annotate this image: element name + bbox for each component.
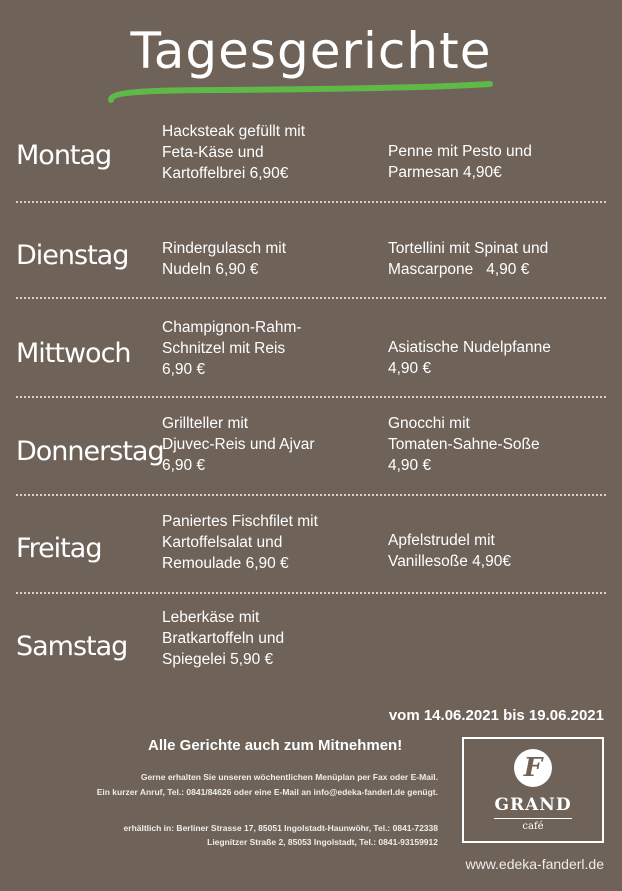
- info-line: Ein kurzer Anruf, Tel.: 0841/84626 oder eine E-Mail an info@edeka-fanderl.de genügt.: [96, 787, 438, 797]
- dish-line: 6,90 €: [162, 361, 206, 378]
- dish-line: Nudeln 6,90 €: [162, 261, 259, 278]
- dish-line: Gnocchi mit: [388, 415, 470, 432]
- day-label: Dienstag: [16, 240, 129, 271]
- day-label: Donnerstag: [16, 436, 164, 467]
- dish-alt: [388, 141, 608, 183]
- dish-line: Feta-Käse und: [162, 144, 264, 161]
- dish-line: Djuvec-Reis und Ajvar: [162, 436, 315, 453]
- logo-name: GRAND: [494, 795, 572, 815]
- website-link[interactable]: www.edeka-fanderl.de: [465, 856, 604, 872]
- dish-line: Kartoffelbrei 6,90€: [162, 165, 289, 182]
- grand-cafe-logo: [462, 737, 604, 843]
- dish-line: Kartoffelsalat und: [162, 534, 283, 551]
- dish-line: Champignon-Rahm-: [162, 319, 302, 336]
- dish-alt: [388, 413, 608, 476]
- dish-alt: [388, 238, 608, 280]
- address-line: erhältlich in: Berliner Strasse 17, 85051 Ingolstadt-Haunwöhr, Tel.: 0841-72338: [123, 823, 438, 833]
- title-underline-swoosh: [105, 70, 505, 110]
- page-title: Tagesgerichte: [130, 22, 492, 80]
- dish-alt: [388, 337, 608, 379]
- dish-line: Asiatische Nudelpfanne: [388, 339, 551, 356]
- dish-line: Mascarpone 4,90 €: [388, 261, 530, 278]
- dish-line: 6,90 €: [162, 457, 206, 474]
- day-label: Mittwoch: [16, 338, 131, 369]
- dish-line: Vanillesoße 4,90€: [388, 553, 511, 570]
- dish-alt: [388, 530, 608, 572]
- dish-line: 4,90 €: [388, 360, 432, 377]
- dish-main: [162, 121, 372, 184]
- day-label: Samstag: [16, 631, 128, 662]
- dish-main: [162, 413, 372, 476]
- dish-line: Paniertes Fischfilet mit: [162, 513, 318, 530]
- address-line: Liegnitzer Straße 2, 85053 Ingolstadt, Tel.: 0841-93159912: [207, 837, 438, 847]
- dotted-divider: [16, 494, 606, 496]
- dish-line: Hacksteak gefüllt mit: [162, 123, 305, 140]
- dish-line: Apfelstrudel mit: [388, 532, 495, 549]
- dish-main: [162, 511, 372, 574]
- dish-line: Bratkartoffeln und: [162, 630, 285, 647]
- dotted-divider: [16, 396, 606, 398]
- dish-line: Tortellini mit Spinat und: [388, 240, 549, 257]
- dish-line: Schnitzel mit Reis: [162, 340, 286, 357]
- dish-main: [162, 607, 372, 670]
- takeaway-note: Alle Gerichte auch zum Mitnehmen!: [148, 737, 403, 754]
- dish-line: Spiegelei 5,90 €: [162, 651, 274, 668]
- dish-line: Grillteller mit: [162, 415, 249, 432]
- info-line: Gerne erhalten Sie unseren wöchentlichen Menüplan per Fax oder E-Mail.: [140, 772, 438, 782]
- day-label: Montag: [16, 140, 112, 171]
- dish-line: Rindergulasch mit: [162, 240, 287, 257]
- dotted-divider: [16, 201, 606, 203]
- logo-sub: café: [522, 821, 544, 832]
- dotted-divider: [16, 297, 606, 299]
- dish-line: Leberkäse mit: [162, 609, 260, 626]
- logo-rule: [494, 818, 572, 819]
- dish-line: Parmesan 4,90€: [388, 164, 502, 181]
- dotted-divider: [16, 592, 606, 594]
- dish-line: Remoulade 6,90 €: [162, 555, 289, 572]
- dish-line: 4,90 €: [388, 457, 432, 474]
- dish-main: [162, 317, 372, 380]
- dish-main: [162, 238, 372, 280]
- day-label: Freitag: [16, 533, 102, 564]
- date-range: vom 14.06.2021 bis 19.06.2021: [388, 707, 604, 724]
- logo-monogram: F: [514, 749, 552, 787]
- dish-line: Penne mit Pesto und: [388, 143, 532, 160]
- dish-line: Tomaten-Sahne-Soße: [388, 436, 540, 453]
